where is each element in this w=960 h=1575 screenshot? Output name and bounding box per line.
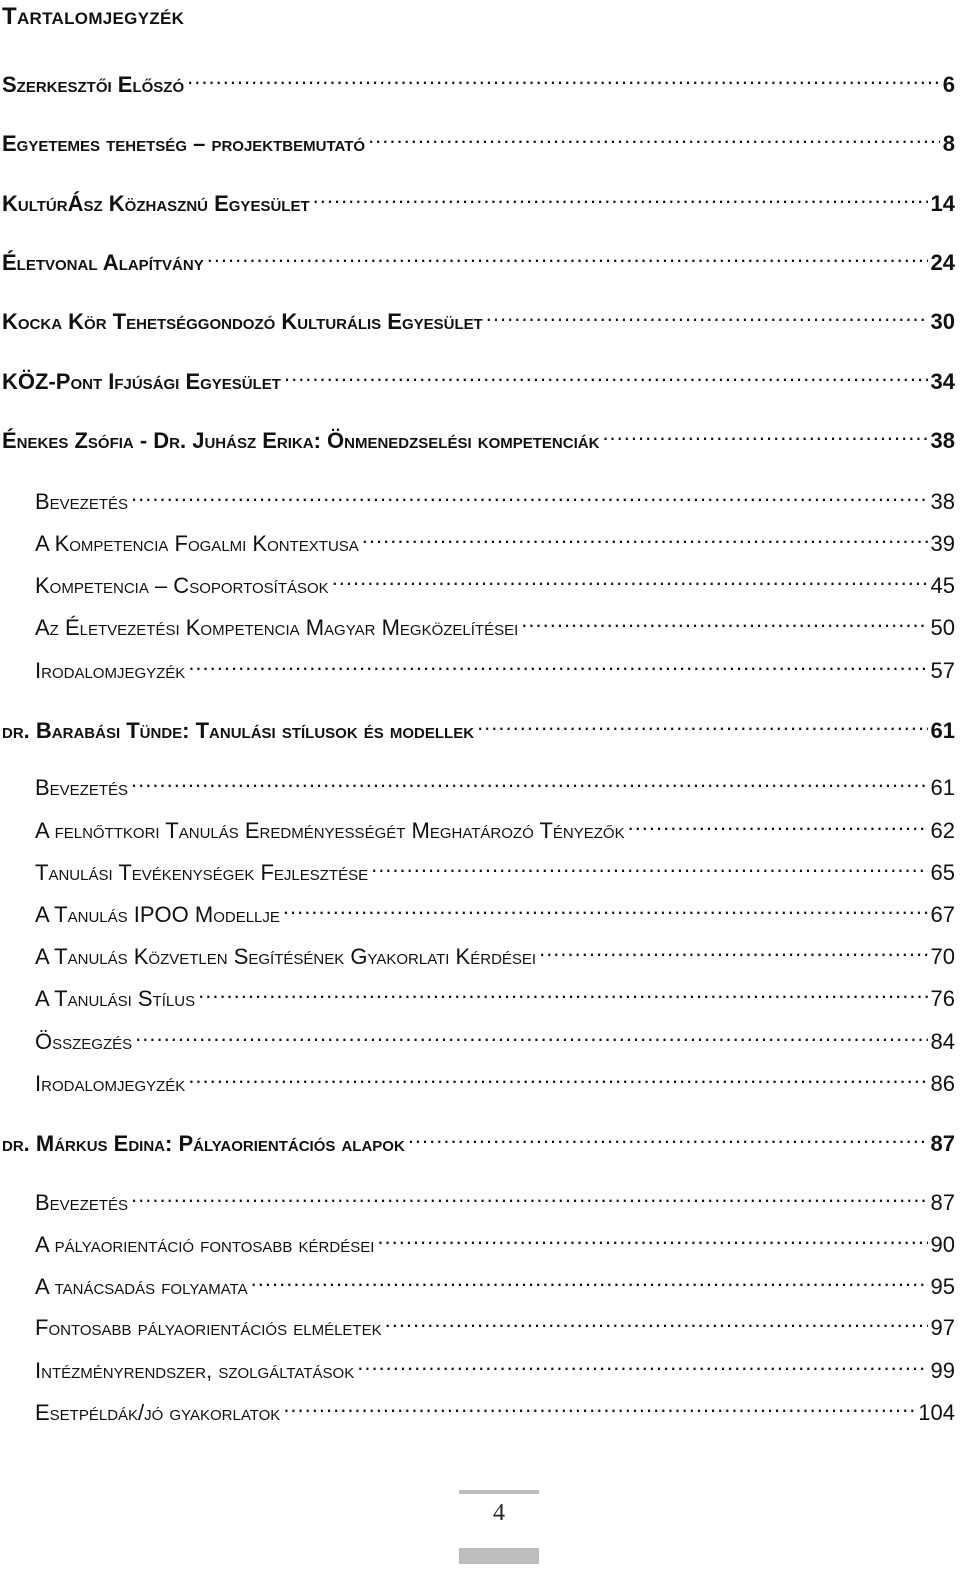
toc-entry-page-number: 8	[942, 131, 955, 156]
toc-section-entry[interactable]	[35, 1061, 955, 1096]
toc-chapter-entry[interactable]	[2, 359, 955, 394]
toc-dot-leader	[371, 850, 927, 880]
toc-chapter-entry[interactable]	[2, 240, 955, 275]
toc-section-entry[interactable]	[35, 648, 955, 683]
toc-entry-label: Bevezetés	[35, 489, 129, 514]
toc-entry-page-number: 6	[942, 72, 955, 97]
toc-entry-page-number: 70	[930, 944, 955, 969]
toc-section-entry[interactable]	[35, 479, 955, 514]
toc-entry-page-number: 38	[930, 489, 955, 514]
toc-section-entry[interactable]	[35, 850, 955, 885]
toc-entry-label: Életvonal Alapítvány	[2, 250, 204, 275]
toc-dot-leader	[486, 299, 928, 329]
toc-dot-leader	[283, 1390, 915, 1420]
footer-page-number: 4	[493, 1500, 505, 1526]
toc-dot-leader	[377, 1222, 927, 1252]
toc-entry-label: A Tanulás Közvetlen Segítésének Gyakorlati Kérdései	[35, 944, 537, 969]
toc-section-entry[interactable]	[35, 976, 955, 1011]
toc-dot-leader	[135, 1019, 927, 1049]
toc-entry-label: Bevezetés	[35, 775, 129, 800]
toc-entry-page-number: 24	[930, 250, 955, 275]
toc-entry-page-number: 30	[930, 309, 955, 334]
toc-dot-leader	[521, 605, 927, 635]
toc-entry-page-number: 87	[930, 1190, 955, 1215]
toc-section-entry[interactable]	[35, 1305, 955, 1340]
toc-entry-label: Énekes Zsófia - Dr. Juhász Erika: Önmenedzselési kompetenciák	[2, 428, 600, 453]
toc-entry-page-number: 57	[930, 658, 955, 683]
toc-entry-page-number: 65	[930, 860, 955, 885]
toc-entry-page-number: 45	[930, 573, 955, 598]
toc-entry-page-number: 61	[930, 718, 955, 743]
toc-section-entry[interactable]	[35, 1348, 955, 1383]
toc-entry-page-number: 67	[930, 902, 955, 927]
toc-entry-page-number: 84	[930, 1029, 955, 1054]
toc-entry-label: A tanácsadás folyamata	[35, 1274, 248, 1299]
toc-dot-leader	[362, 521, 928, 551]
toc-chapter-entry[interactable]	[2, 418, 955, 453]
toc-dot-leader	[385, 1305, 928, 1335]
toc-dot-leader	[207, 240, 928, 270]
toc-dot-leader	[332, 563, 928, 593]
toc-entry-page-number: 76	[930, 986, 955, 1011]
toc-dot-leader	[477, 708, 927, 738]
toc-entry-label: dr. Márkus Edina: Pályaorientációs alapok	[2, 1131, 405, 1156]
toc-entry-label: KÖZ-Pont Ifjúsági Egyesület	[2, 369, 281, 394]
toc-chapter-entry[interactable]	[2, 299, 955, 334]
toc-section-entry[interactable]	[35, 1264, 955, 1299]
toc-entry-label: Fontosabb pályaorientációs elméletek	[35, 1315, 382, 1340]
toc-dot-leader	[198, 976, 927, 1006]
toc-entry-label: Tanulási Tevékenységek Fejlesztése	[35, 860, 369, 885]
toc-section-entry[interactable]	[35, 521, 955, 556]
toc-dot-leader	[408, 1121, 928, 1151]
toc-section-entry[interactable]	[35, 1390, 955, 1425]
toc-section-entry[interactable]	[35, 605, 955, 640]
toc-entry-page-number: 50	[930, 615, 955, 640]
toc-dot-leader	[188, 648, 927, 678]
toc-section-entry[interactable]	[35, 1019, 955, 1054]
toc-entry-page-number: 34	[930, 369, 955, 394]
toc-section-entry[interactable]	[35, 808, 955, 843]
toc-entry-page-number: 61	[930, 775, 955, 800]
toc-entry-page-number: 104	[918, 1400, 955, 1425]
toc-dot-leader	[628, 808, 928, 838]
toc-entry-label: A pályaorientáció fontosabb kérdései	[35, 1232, 375, 1257]
toc-entry-label: dr. Barabási Tünde: Tanulási stílusok és modellek	[2, 718, 475, 743]
toc-chapter-entry[interactable]	[2, 121, 955, 156]
toc-dot-leader	[131, 1180, 927, 1210]
toc-entry-page-number: 14	[930, 191, 955, 216]
toc-entry-page-number: 90	[930, 1232, 955, 1257]
toc-entry-page-number: 87	[930, 1131, 955, 1156]
toc-entry-label: A Tanulás IPOO Modellje	[35, 902, 280, 927]
toc-dot-leader	[283, 892, 928, 922]
toc-dot-leader	[187, 62, 940, 92]
toc-section-entry[interactable]	[35, 1180, 955, 1215]
toc-chapter-entry[interactable]	[2, 181, 955, 216]
toc-entry-label: Kocka Kör Tehetséggondozó Kulturális Egyesület	[2, 309, 483, 334]
toc-dot-leader	[188, 1061, 927, 1091]
toc-entry-page-number: 39	[930, 531, 955, 556]
toc-entry-label: Intézményrendszer, szolgáltatások	[35, 1358, 355, 1383]
toc-entry-label: Egyetemes tehetség – projektbemutató	[2, 131, 366, 156]
toc-entry-label: Irodalomjegyzék	[35, 1071, 186, 1096]
toc-entry-page-number: 97	[930, 1315, 955, 1340]
toc-dot-leader	[131, 765, 927, 795]
toc-entry-page-number: 38	[930, 428, 955, 453]
toc-entry-label: Az Életvezetési Kompetencia Magyar Megközelítései	[35, 615, 519, 640]
footer-top-bar	[459, 1490, 539, 1494]
toc-entry-label: Kompetencia – Csoportosítások	[35, 573, 329, 598]
toc-entry-page-number: 95	[930, 1274, 955, 1299]
toc-entry-label: KultúrÁsz Közhasznú Egyesület	[2, 191, 310, 216]
page-title: Tartalomjegyzék	[2, 3, 185, 30]
toc-dot-leader	[284, 359, 928, 389]
toc-entry-label: Irodalomjegyzék	[35, 658, 186, 683]
toc-dot-leader	[602, 418, 927, 448]
toc-entry-label: A felnőttkori Tanulás Eredményességét Meghatározó Tényezők	[35, 818, 625, 843]
toc-entry-page-number: 86	[930, 1071, 955, 1096]
toc-entry-page-number: 99	[930, 1358, 955, 1383]
page-footer	[459, 1488, 539, 1568]
toc-entry-label: Szerkesztői Előszó	[2, 72, 185, 97]
toc-entry-label: Összegzés	[35, 1029, 133, 1054]
toc-dot-leader	[251, 1264, 928, 1294]
toc-dot-leader	[368, 121, 940, 151]
toc-dot-leader	[313, 181, 928, 211]
toc-dot-leader	[357, 1348, 927, 1378]
toc-section-entry[interactable]	[35, 563, 955, 598]
toc-entry-label: Bevezetés	[35, 1190, 129, 1215]
toc-dot-leader	[131, 479, 927, 509]
toc-entry-label: A Tanulási Stílus	[35, 986, 196, 1011]
toc-chapter-entry[interactable]	[2, 708, 955, 743]
toc-section-entry[interactable]	[35, 934, 955, 969]
toc-entry-page-number: 62	[930, 818, 955, 843]
toc-section-entry[interactable]	[35, 1222, 955, 1257]
toc-section-entry[interactable]	[35, 892, 955, 927]
toc-entry-label: A Kompetencia Fogalmi Kontextusa	[35, 531, 359, 556]
toc-chapter-entry[interactable]	[2, 62, 955, 97]
toc-dot-leader	[539, 934, 927, 964]
toc-section-entry[interactable]	[35, 765, 955, 800]
toc-chapter-entry[interactable]	[2, 1121, 955, 1156]
footer-bottom-bar	[459, 1548, 539, 1564]
toc-entry-label: Esetpéldák/jó gyakorlatok	[35, 1400, 281, 1425]
